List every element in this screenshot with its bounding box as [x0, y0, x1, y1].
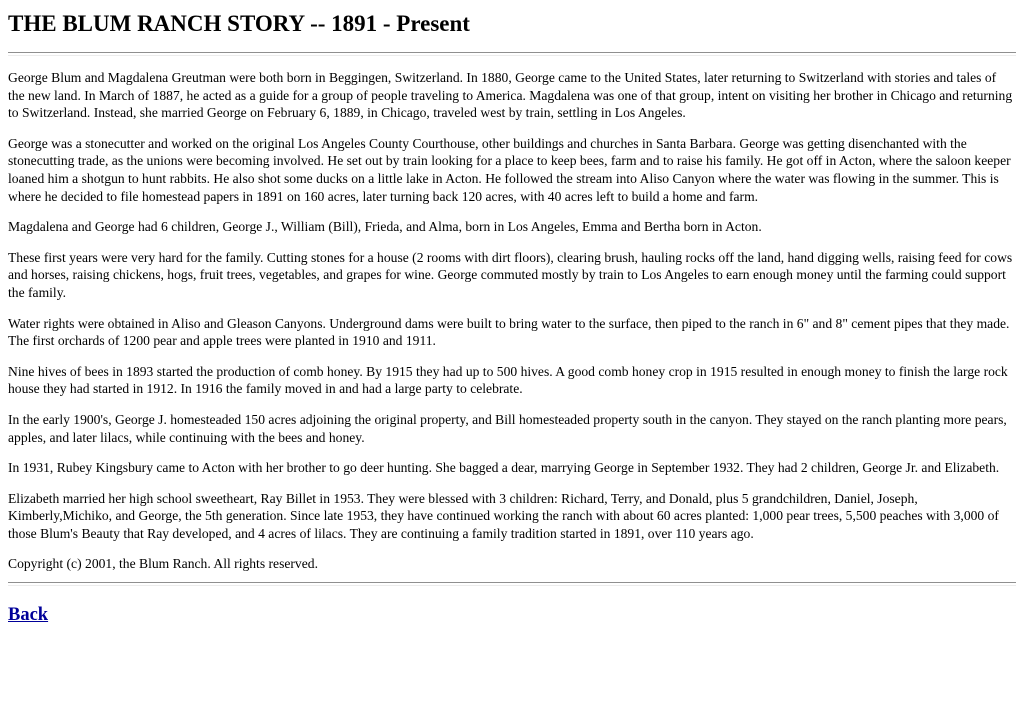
footer-divider — [8, 582, 1016, 586]
footer-nav — [8, 605, 1016, 626]
title-divider — [8, 52, 1016, 56]
paragraph-early-1900s: In the early 1900's, George J. homesteaded 150 acres adjoining the original property, and Bill homesteaded property south in the canyon. They stayed on the ranch planting more pears, apples, and later lilacs, while continuing with the bees and honey. — [8, 411, 1007, 445]
paragraph-bees-honey: Nine hives of bees in 1893 started the production of comb honey. By 1915 they had up to 500 hives. A good comb honey crop in 1915 resulted in enough money to finish the large rock house they had started in 1912. In 1916 the family moved in and had a large party to celebrate. — [8, 363, 1008, 397]
back-link[interactable]: Back — [8, 605, 49, 626]
article-body — [8, 69, 1016, 573]
copyright-notice: Copyright (c) 2001, the Blum Ranch. All rights reserved. — [8, 556, 318, 572]
paragraph-elizabeth-ray: Elizabeth married her high school sweetheart, Ray Billet in 1953. They were blessed with 3 children: Richard, Terry, and Donald, plus 5 grandchildren, Daniel, Joseph, Kimberly,Michiko, and George, the 5th generation. Since late 1953, they have continued working the ranch with about 60 acres planted: 1,000 pear trees, 5,500 peaches with 3,000 of those Blum's Beauty that Ray developed, and 4 acres of lilacs. They are continuing a family tradition started in 1891, over 110 years ago. — [8, 490, 999, 541]
paragraph-water-rights: Water rights were obtained in Aliso and Gleason Canyons. Underground dams were built to bring water to the surface, then piped to the ranch in 6" and 8" cement pipes that they made. The first orchards of 1200 pear and apple trees were planted in 1910 and 1911. — [8, 315, 1010, 349]
paragraph-rubey-kingsbury: In 1931, Rubey Kingsbury came to Acton with her brother to go deer hunting. She bagged a dear, marrying George in September 1932. They had 2 children, George Jr. and Elizabeth. — [8, 460, 1000, 476]
page-title: THE BLUM RANCH STORY -- 1891 - Present — [8, 11, 470, 36]
paragraph-children: Magdalena and George had 6 children, George J., William (Bill), Frieda, and Alma, born in Los Angeles, Emma and Bertha born in Acton. — [8, 219, 762, 235]
paragraph-first-years: These first years were very hard for the family. Cutting stones for a house (2 rooms with dirt floors), clearing brush, hauling rocks off the land, hand digging wells, raising feed for cows and horses, raising chickens, hogs, fruit trees, vegetables, and grapes for wine. George commuted mostly by train to Los Angeles to earn enough money until the farming could support the family. — [8, 249, 1013, 300]
paragraph-stonecutter-homestead: George was a stonecutter and worked on the original Los Angeles County Courthouse, other buildings and churches in Santa Barbara. George was getting disenchanted with the stonecutting trade, as the unions were becoming involved. He set out by train looking for a place to keep bees, farm and to raise his family. He got off in Acton, where the saloon keeper loaned him a shotgun to hunt rabbits. He also shot some ducks on a little lake in Acton. He followed the stream into Aliso Canyon where the water was flowing in the summer. This is where he decided to file homestead papers in 1891 on 160 acres, later turning back 120 acres, with 40 acres left to build a home and farm. — [8, 135, 1011, 204]
paragraph-origins: George Blum and Magdalena Greutman were both born in Beggingen, Switzerland. In 1880, George came to the United States, later returning to Switzerland with stories and tales of the new land. In March of 1887, he acted as a guide for a group of people traveling to America. Magdalena was one of that group, intent on visiting her brother in Chicago and returning to Switzerland. Instead, she married George on February 6, 1889, in Chicago, traveled west by train, settling in Los Angeles. — [8, 70, 1013, 121]
